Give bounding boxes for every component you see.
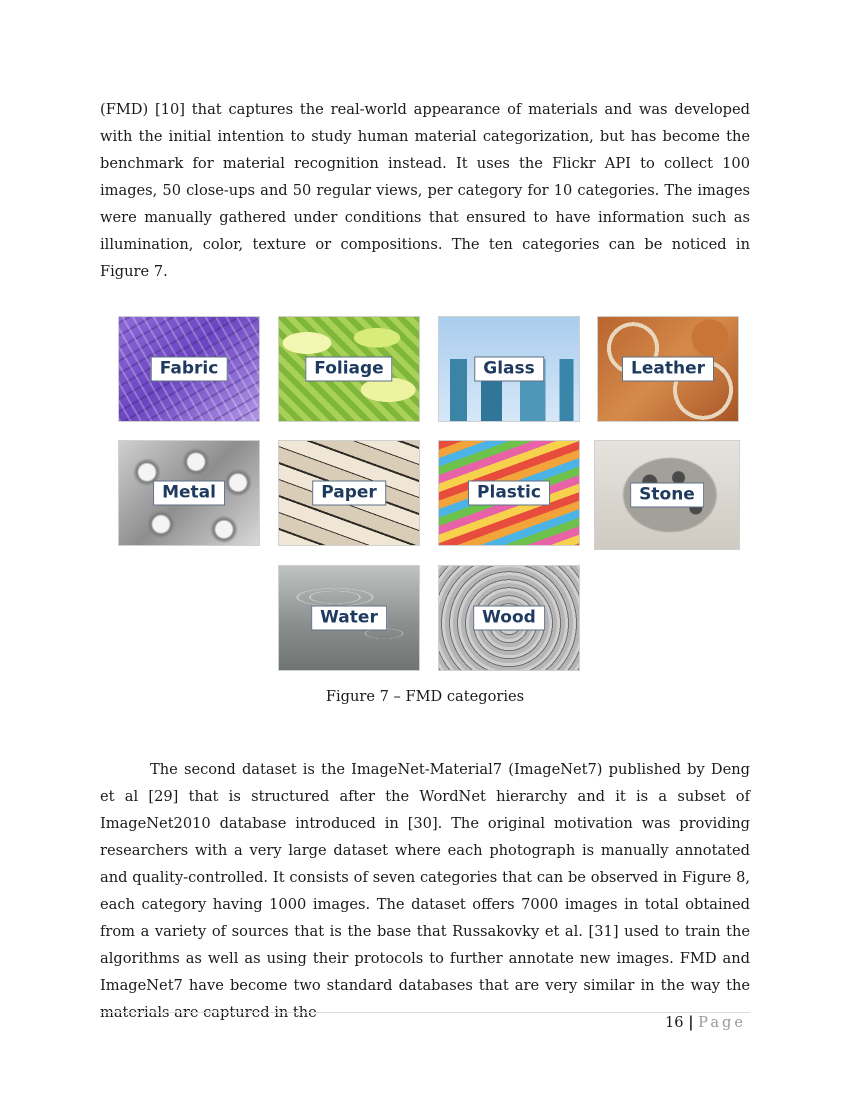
plastic-image	[438, 440, 580, 546]
footer-divider	[100, 1012, 750, 1013]
body-paragraph-1: (FMD) [10] that captures the real-world appearance of materials and was developed with the initial intention to study human material categorization, but has become the benchmark for material recognition instead. It uses the Flickr API to collect 100 images, 50 close-ups and 50 regular views, per category for 10 categories. The images were manually gathered under conditions that ensured to have information such as illumination, color, texture or compositions. The ten categories can be noticed in Figure 7.	[100, 101, 750, 280]
footer-separator: |	[688, 1014, 694, 1031]
body-paragraph-2: The second dataset is the ImageNet-Material7 (ImageNet7) published by Deng et al [29] that is structured after the WordNet hierarchy and it is a subset of ImageNet2010 database introduced in [30]. The original motivation was providing researchers with a very large dataset where each photograph is manually annotated and quality-controlled. It consists of seven categories that can be observed in Figure 8, each category having 1000 images. The dataset offers 7000 images in total obtained from a variety of sources that is the base that Russakovky et al. [31] used to train the algorithms as well as using their protocols to further annotate new images. FMD and ImageNet7 have become two standard databases that are very similar in the way the materials are captured in the	[100, 761, 750, 1021]
stone-image	[594, 440, 740, 550]
page-word: Page	[698, 1014, 746, 1031]
page-footer	[665, 1014, 746, 1031]
category-label-stone: Stone	[630, 483, 704, 508]
leather-image	[597, 316, 739, 422]
category-label-leather: Leather	[622, 357, 714, 382]
category-label-paper: Paper	[312, 481, 386, 506]
category-label-fabric: Fabric	[151, 357, 228, 382]
wood-image	[438, 565, 580, 671]
category-label-plastic: Plastic	[468, 481, 550, 506]
paper-image	[278, 440, 420, 546]
metal-image	[118, 440, 260, 546]
category-label-foliage: Foliage	[305, 357, 392, 382]
category-label-wood: Wood	[473, 606, 545, 631]
category-label-water: Water	[311, 606, 387, 631]
glass-image	[438, 316, 580, 422]
page-number: 16	[664, 1014, 684, 1031]
water-image	[278, 565, 420, 671]
foliage-image	[278, 316, 420, 422]
category-label-glass: Glass	[474, 357, 544, 382]
fabric-image	[118, 316, 260, 422]
category-label-metal: Metal	[153, 481, 225, 506]
figure-caption: Figure 7 – FMD categories	[325, 688, 525, 705]
